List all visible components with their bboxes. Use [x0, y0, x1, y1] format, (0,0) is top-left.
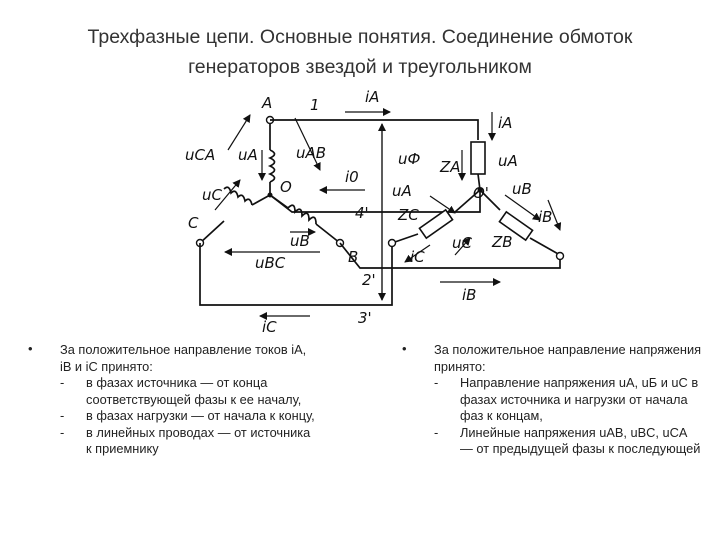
label-ua: uA	[238, 146, 258, 164]
label-a: A	[262, 94, 273, 112]
label-wire-3: 3'	[358, 309, 372, 327]
label-ub: uB	[290, 232, 310, 250]
label-uca: uCA	[185, 146, 216, 164]
label-ub-load: uB	[512, 180, 532, 198]
left-sub-item: - в фазах нагрузки — от начала к концу,	[60, 408, 315, 423]
bullet-marker: •	[402, 341, 407, 356]
right-sub-item: - Линейные напряжения uAB, uBC, uCA — от предыдущей фазы к последующей	[434, 424, 701, 456]
label-ic-bottom: iC	[262, 318, 277, 336]
left-sub-item: - в фазах источника — от конца соответствующей фазы к ее началу,	[60, 375, 302, 407]
label-wire-4: 4'	[355, 204, 369, 222]
title-line-1: Трехфазные цепи. Основные понятия. Соединение обмоток	[87, 26, 633, 48]
label-ia-right: iA	[498, 114, 513, 132]
label-b: B	[348, 248, 359, 266]
label-ib-load: iB	[538, 208, 553, 226]
label-c: C	[188, 214, 199, 232]
label-i0: i0	[345, 168, 359, 186]
left-text-column	[28, 342, 318, 458]
coil-c	[224, 187, 252, 205]
label-o-prime: O'	[473, 184, 489, 202]
label-ua-load: uA	[498, 152, 518, 170]
left-bullet-item	[28, 342, 318, 375]
coil-a	[270, 150, 275, 182]
label-ubc: uBC	[255, 254, 286, 272]
label-ic-load: iC	[410, 248, 425, 266]
label-wire-2: 2'	[362, 271, 376, 289]
generator-star	[197, 117, 344, 247]
load-terminal-b	[557, 253, 564, 260]
load-terminal-c	[389, 240, 396, 247]
label-o: O	[280, 178, 292, 196]
right-text-column	[402, 342, 702, 458]
label-ib-bottom: iB	[462, 286, 477, 304]
left-intro: За положительное направление токов iA, iB и iC принято:	[60, 342, 307, 374]
label-uc-load: uC	[452, 234, 472, 252]
right-bullet-item	[402, 342, 702, 375]
label-ia-top: iA	[365, 88, 380, 106]
impedance-zc	[419, 210, 452, 238]
title-line-2: генераторов звездой и треугольником	[188, 56, 532, 78]
coil-b	[288, 205, 316, 224]
label-uc: uC	[202, 186, 222, 204]
label-zc: ZC	[398, 206, 419, 224]
right-sub-item: - Направление напряжения uA, uБ и uC в фазах источника и нагрузки от начала фаз к концам,	[434, 375, 699, 423]
label-za: ZA	[440, 158, 461, 176]
label-zb: ZB	[492, 233, 513, 251]
left-sub-item: - в линейных проводах — от источника к приемнику	[60, 424, 311, 456]
label-uab: uAB	[296, 144, 327, 162]
label-uphi: uФ	[398, 150, 421, 168]
right-intro: За положительное направление напряжения принято:	[434, 342, 702, 374]
label-wire-1: 1	[310, 96, 320, 114]
impedance-za	[471, 142, 485, 174]
label-ua-mid: uA	[392, 182, 412, 200]
bullet-marker: •	[28, 341, 33, 356]
